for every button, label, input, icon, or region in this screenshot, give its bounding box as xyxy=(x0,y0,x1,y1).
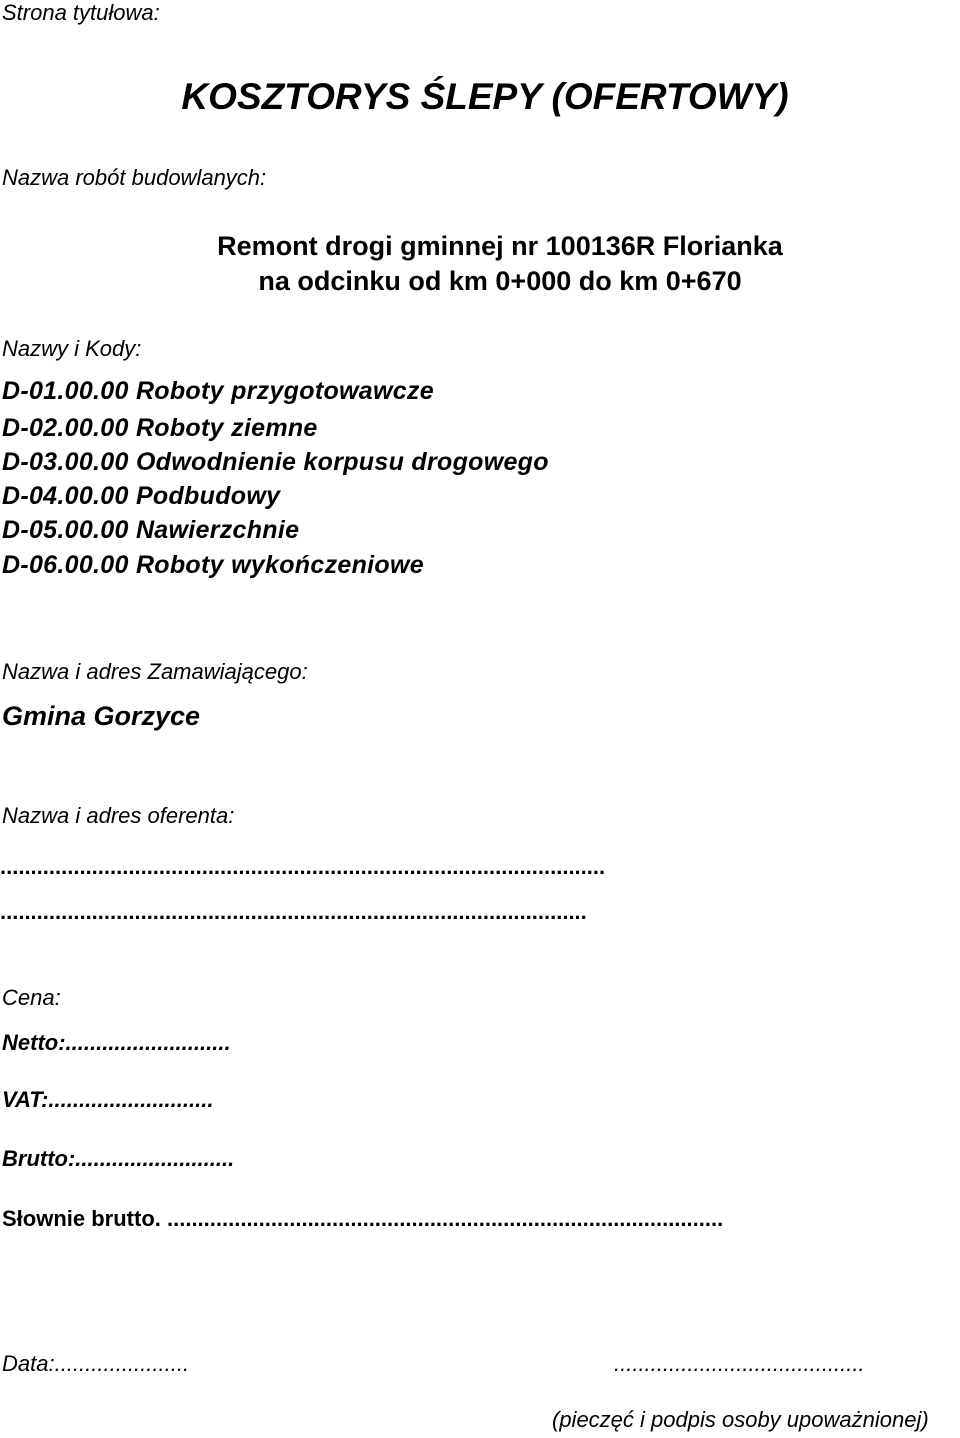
cover-label: Strona tytułowa: xyxy=(2,0,160,25)
signature-caption: (pieczęć i podpis osoby upoważnionej) xyxy=(552,1407,929,1432)
code-item: D-06.00.00 Roboty wykończeniowe xyxy=(2,551,424,579)
bidder-line-2[interactable]: ................................................................................................ xyxy=(0,899,587,924)
works-title-line-2: na odcinku od km 0+000 do km 0+670 xyxy=(258,266,742,296)
codes-label: Nazwy i Kody: xyxy=(2,336,142,361)
vat-field[interactable]: VAT:........................... xyxy=(2,1087,214,1112)
code-item: D-05.00.00 Nawierzchnie xyxy=(2,516,300,544)
date-field[interactable]: Data:...................... xyxy=(2,1351,190,1376)
code-item: D-03.00.00 Odwodnienie korpusu drogowego xyxy=(2,448,549,476)
works-title-line-1: Remont drogi gminnej nr 100136R Florianka xyxy=(217,231,783,261)
netto-field[interactable]: Netto:........................... xyxy=(2,1030,231,1055)
code-item: D-04.00.00 Podbudowy xyxy=(2,482,281,510)
code-item: D-01.00.00 Roboty przygotowawcze xyxy=(2,377,434,405)
price-label: Cena: xyxy=(2,985,61,1010)
works-label: Nazwa robót budowlanych: xyxy=(2,165,267,190)
brutto-field[interactable]: Brutto:.......................... xyxy=(2,1146,235,1171)
bidder-label: Nazwa i adres oferenta: xyxy=(2,803,235,828)
document-title: KOSZTORYS ŚLEPY (OFERTOWY) xyxy=(181,76,789,117)
employer-name: Gmina Gorzyce xyxy=(2,701,201,731)
bidder-line-1[interactable]: ................................................................................................... xyxy=(0,854,606,879)
signature-field[interactable]: ......................................... xyxy=(614,1351,865,1376)
employer-label: Nazwa i adres Zamawiającego: xyxy=(2,659,308,684)
code-item: D-02.00.00 Roboty ziemne xyxy=(2,414,318,442)
brutto-words-field[interactable]: Słownie brutto. ........................................................................................... xyxy=(2,1206,724,1231)
